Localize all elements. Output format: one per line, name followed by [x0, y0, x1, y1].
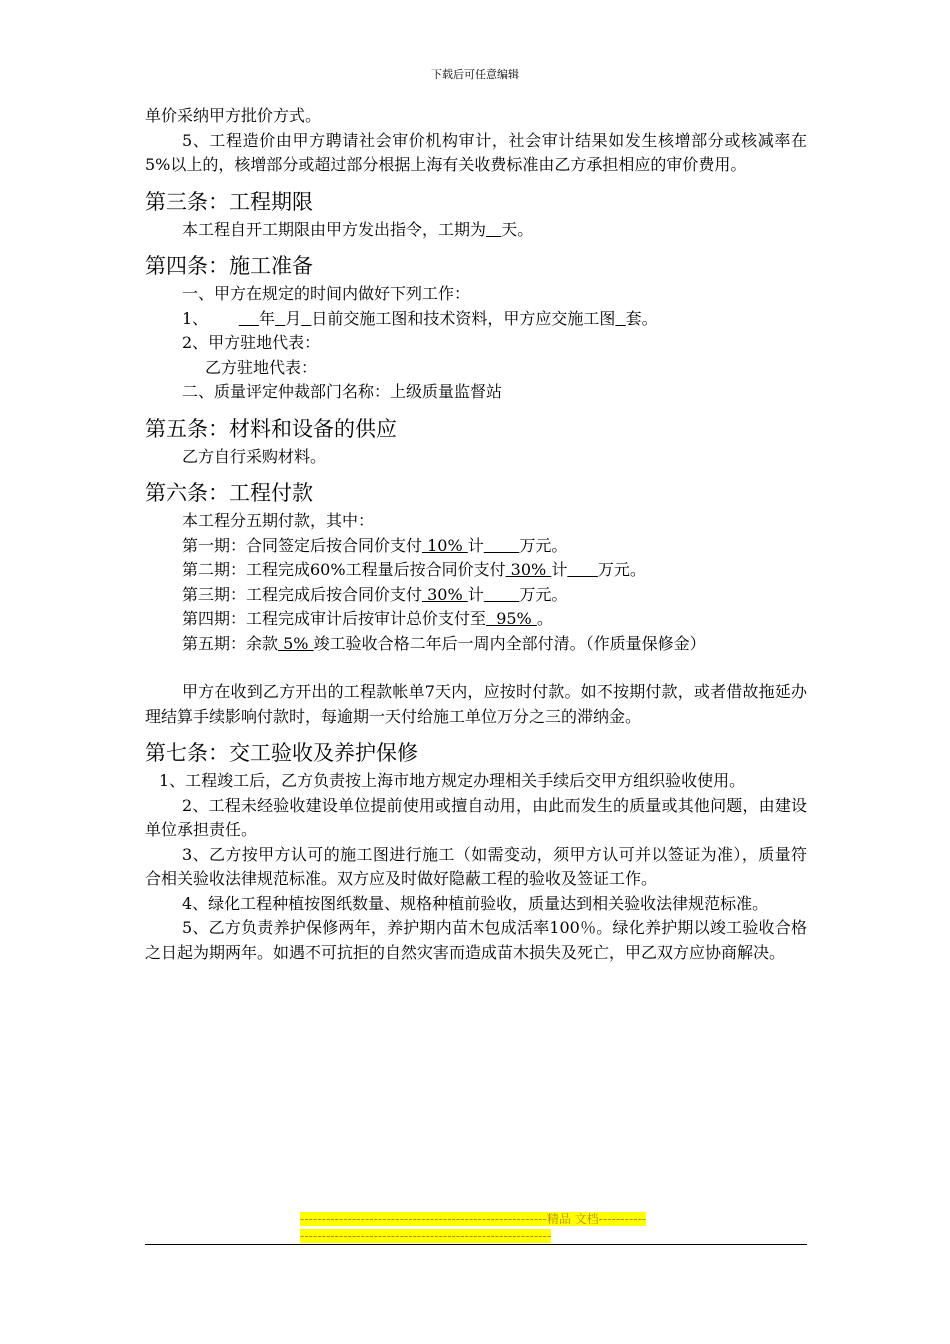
payment-phase-5: 第五期：余款 5% 竣工验收合格二年后一周内全部付清。（作质量保修金）: [182, 633, 706, 653]
spacer: [145, 656, 807, 680]
section-6-intro: 本工程分五期付款，其中：: [182, 511, 375, 530]
footer-watermark-text: ---------------------------------------------------------精品 文档---------------------------------------------------------------------: [300, 1212, 647, 1243]
payment-phase-4: 第四期：工程完成审计后按审计总价支付至 95% 。: [182, 609, 553, 628]
section-5-heading: 第五条：材料和设备的供应: [145, 416, 397, 441]
acceptance-item-5: 5、乙方负责养护保修两年，养护期内苗木包成活率100％。绿化养护期以竣工验收合格之日起为期两年。如遇不可抗拒的自然灾害而造成苗木损失及死亡，甲乙双方应协商解决。: [145, 918, 807, 962]
section-4-line-4: 乙方驻地代表：: [205, 357, 318, 377]
page-header: 下载后可任意编辑: [431, 68, 519, 81]
section-3-text: 本工程自开工期限由甲方发出指令，工期为 天。: [182, 219, 534, 239]
section-7-heading: 第七条：交工验收及养护保修: [145, 741, 418, 765]
section-6-heading: 第六条：工程付款: [145, 481, 313, 505]
acceptance-item-1: 1、工程竣工后，乙方负责按上海市地方规定办理相关手续后交甲方组织验收使用。: [159, 771, 746, 790]
section-4-line-1: 一、甲方在规定的时间内做好下列工作：: [182, 284, 471, 303]
payment-phase-3: 第三期：工程完成后按合同价支付 30% 计 万元。: [182, 584, 568, 604]
acceptance-item-2: 2、工程未经验收建设单位提前使用或擅自动用，由此而发生的质量或其他问题，由建设单位承担责任。: [145, 795, 807, 839]
clause-5-paragraph: 5、工程造价由甲方聘请社会审价机构审计，社会审计结果如发生核增部分或核减率在5%以上的，核增部分或超过部分根据上海有关收费标准由乙方承担相应的审价费用。: [145, 130, 807, 174]
intro-paragraph: 单价采纳甲方批价方式。: [145, 106, 322, 125]
acceptance-item-4: 4、绿化工程种植按图纸数量、规格种植前验收，质量达到相关验收法律规范标准。: [182, 893, 769, 913]
section-3-heading: 第三条：工程期限: [145, 189, 313, 214]
payment-phase-2: 第二期：工程完成60%工程量后按合同价支付 30% 计 万元。: [182, 560, 646, 579]
section-4-line-2: 1、 年 月 日前交施工图和技术资料，甲方应交施工图 套。: [182, 308, 658, 328]
section-5-text: 乙方自行采购材料。: [182, 446, 327, 466]
footer-divider: [145, 1244, 807, 1245]
document-body: [145, 104, 807, 965]
acceptance-item-3: 3、乙方按甲方认可的施工图进行施工（如需变动，须甲方认可并以签证为准），质量符合相关验收法律规范标准。双方应及时做好隐蔽工程的验收及签证工作。: [145, 844, 807, 888]
section-4-line-3: 2、甲方驻地代表：: [182, 333, 321, 352]
payment-phase-1: 第一期：合同签定后按合同价支付 10% 计 万元。: [182, 535, 568, 555]
footer-watermark: [300, 1211, 648, 1245]
late-payment-paragraph: 甲方在收到乙方开出的工程款帐单7天内，应按时付款。如不按期付款，或者借故拖延办理结算手续影响付款时，每逾期一天付给施工单位万分之三的滞纳金。: [145, 682, 807, 726]
section-4-heading: 第四条：施工准备: [145, 254, 313, 278]
section-4-line-5: 二、质量评定仲裁部门名称：上级质量监督站: [182, 382, 503, 401]
